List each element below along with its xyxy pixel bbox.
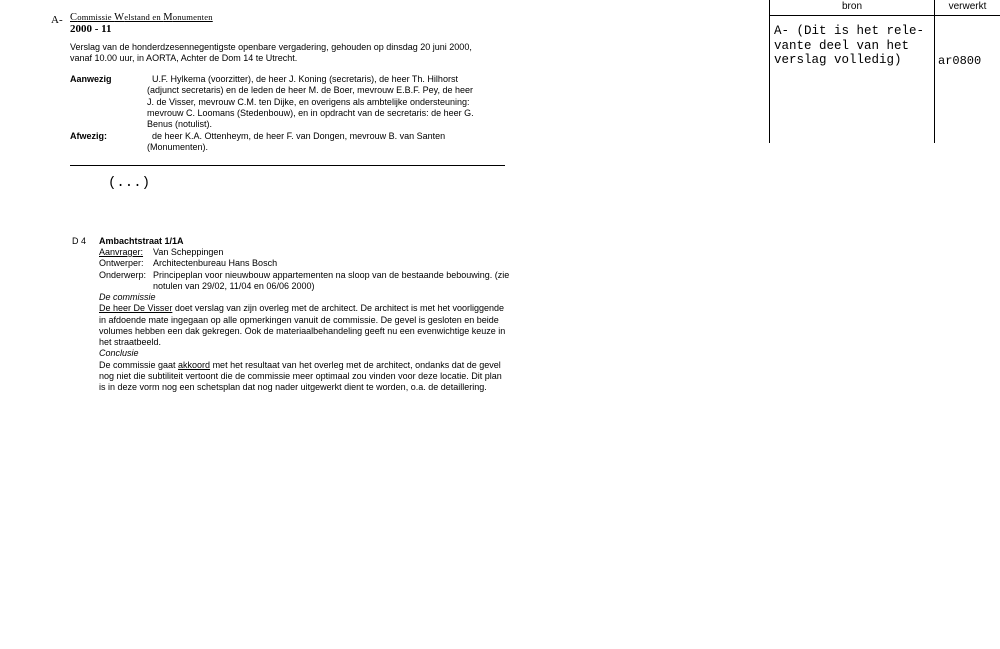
- committee-word-3-rest: onumenten: [172, 12, 213, 22]
- column-header-processed: verwerkt: [948, 1, 987, 12]
- commission-text: doet verslag van zijn overleg met de architect. De architect is met het voorliggende: [172, 303, 505, 314]
- designer-label: Ontwerper:: [99, 258, 144, 269]
- conclusion-line: is in deze vorm nog een schetsplan dat nog nader uitgewerkt dient te worden, o.a. de detaillering.: [99, 382, 487, 393]
- table-border-middle: [934, 0, 935, 143]
- committee-initial-w: W: [114, 12, 125, 23]
- source-line: A- (Dit is het rele-: [774, 24, 925, 38]
- designer-row: [99, 258, 539, 269]
- commission-line: volumes hebben een dak gekregen. Ook de materiaalbehandeling geeft nu een evenwichtige keuze in: [99, 325, 506, 336]
- intro-line: Verslag van de honderdzesennegentigste openbare vergadering, gehouden op dinsdag 20 juni 2000,: [70, 42, 472, 52]
- commission-person: De heer De Visser: [99, 303, 173, 314]
- subject-value: notulen van 29/02, 11/04 en 06/06 2000): [153, 280, 315, 291]
- conclusion-line: [99, 360, 505, 371]
- committee-initial-c: C: [70, 12, 78, 23]
- conclusion-start: De commissie gaat: [99, 359, 179, 370]
- absent-list: [147, 131, 445, 154]
- applicant-row: [99, 247, 539, 258]
- commission-line: [99, 303, 505, 314]
- conclusion-text: met het resultaat van het overleg met de architect, ondanks dat de gevel: [210, 359, 501, 370]
- subject-row-continued: [99, 281, 539, 292]
- commission-line: het straatbeeld.: [99, 337, 162, 348]
- intro-line: vanaf 10.00 uur, in AORTA, Achter de Dom 14 te Utrecht.: [70, 53, 298, 64]
- item-body: [99, 292, 505, 394]
- present-line: mevrouw C. Loomans (Stedenbouw), en in opdracht van de secretaris: de heer G.: [147, 107, 474, 118]
- omission-mark: (...): [108, 175, 151, 191]
- item-code: D 4: [72, 236, 87, 246]
- source-line: vante deel van het: [774, 38, 910, 53]
- present-line: J. de Visser, mevrouw C.M. ten Dijke, en overigens als ambtelijke ondersteuning:: [147, 96, 470, 107]
- present-line: U.F. Hylkema (voorzitter), de heer J. Koning (secretaris), de heer Th. Hilhorst: [152, 74, 458, 84]
- section-divider: [70, 165, 505, 166]
- applicant-label: Aanvrager:: [99, 247, 144, 257]
- designer-value: Architectenbureau Hans Bosch: [153, 258, 278, 269]
- subject-label: Onderwerp:: [99, 269, 147, 280]
- present-line: (adjunct secretaris) en de leden de heer M. de Boer, mevrouw E.B.F. Pey, de heer: [147, 85, 474, 96]
- document-marker: A-: [51, 14, 63, 26]
- conclusion-heading: Conclusie: [99, 348, 139, 359]
- document-number: 2000 - 11: [70, 23, 112, 35]
- processed-cell: ar0800: [938, 54, 982, 68]
- column-header-source: bron: [841, 1, 862, 12]
- committee-word-2-rest: elstand en: [124, 12, 164, 22]
- table-header-rule: [769, 15, 1000, 16]
- absent-label: Afwezig:: [70, 131, 107, 141]
- present-list: [147, 74, 474, 130]
- committee-name: [70, 12, 213, 23]
- committee-word-1-rest: ommissie: [77, 12, 115, 22]
- item-title: Ambachtstraat 1/1A: [99, 236, 184, 246]
- commission-heading: De commissie: [99, 292, 156, 302]
- absent-line: de heer K.A. Ottenheym, de heer F. van Dongen, mevrouw B. van Santen: [152, 131, 446, 141]
- applicant-value: Van Scheppingen: [153, 247, 224, 257]
- meeting-intro: [70, 42, 472, 65]
- committee-initial-m: M: [163, 12, 173, 23]
- subject-value: Principeplan voor nieuwbouw appartementen na sloop van de bestaande bebouwing. (zie: [153, 269, 510, 280]
- present-label: Aanwezig: [70, 74, 112, 84]
- absent-line: (Monumenten).: [147, 142, 209, 153]
- conclusion-keyword: akkoord: [178, 359, 211, 370]
- item-details: [99, 247, 539, 292]
- source-cell: [774, 24, 924, 68]
- commission-line: in afdoende mate ingegaan op alle opmerkingen vanuit de commissie. De gevel is gesloten en beide: [99, 314, 499, 325]
- subject-row: [99, 270, 539, 281]
- table-border-left: [769, 0, 770, 143]
- conclusion-line: nog niet die subtiliteit vertoont die de commissie meer optimaal zou vinden voor deze locatie. Dit plan: [99, 371, 502, 382]
- present-line: Benus (notulist).: [147, 119, 213, 130]
- source-line: verslag volledig): [774, 53, 902, 67]
